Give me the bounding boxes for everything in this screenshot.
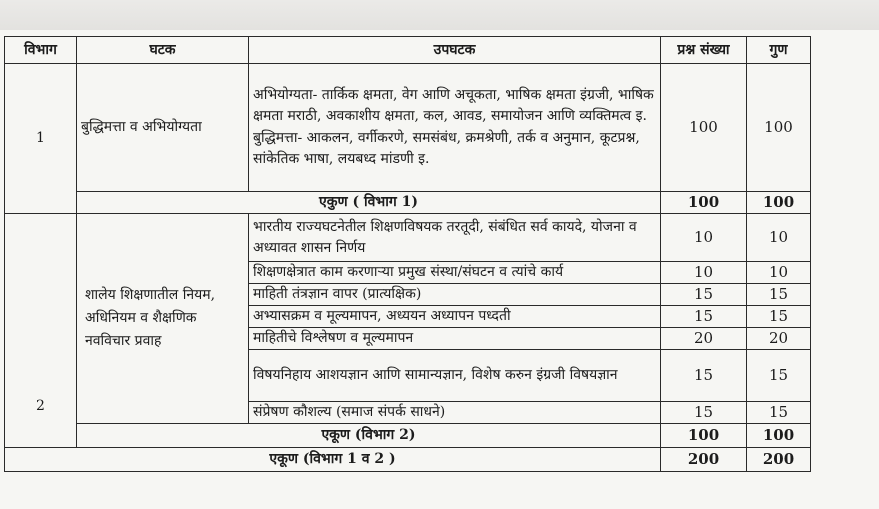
- section-number: 2: [5, 214, 77, 448]
- header-row: [5, 37, 811, 64]
- grand-total-row: [5, 448, 811, 472]
- component-cell: बुद्धिमत्ता व अभियोग्यता: [77, 64, 249, 192]
- questions-cell: 15: [661, 402, 747, 424]
- section-total-marks: 100: [747, 424, 811, 448]
- header-marks: गुण: [747, 37, 811, 64]
- questions-cell: 15: [661, 306, 747, 328]
- section-total-row: [5, 192, 811, 214]
- questions-cell: 20: [661, 328, 747, 350]
- subcomponent-cell: भारतीय राज्यघटनेतील शिक्षणविषयक तरतूदी, संबंधित सर्व कायदे, योजना व अध्यावत शासन निर्णय: [249, 214, 661, 262]
- header-section: विभाग: [5, 37, 77, 64]
- grand-total-questions: 200: [661, 448, 747, 472]
- marks-cell: 20: [747, 328, 811, 350]
- section-total-questions: 100: [661, 192, 747, 214]
- subcomponent-cell: अभियोग्यता- तार्किक क्षमता, वेग आणि अचूकता, भाषिक क्षमता इंग्रजी, भाषिक क्षमता मराठी, अवकाशीय क्षमता, कल, आवड, समायोजन आणि व्यक्तिमत्व इ. बुद्धिमत्ता- आकलन, वर्गीकरणे, समसंबंध, क्रमश्रेणी, तर्क व अनुमान, कूटप्रश्न, सांकेतिक भाषा, लयबध्द मांडणी इ.: [249, 64, 661, 192]
- section-total-label: एकूण (विभाग 2): [77, 424, 661, 448]
- subcomponent-cell: विषयनिहाय आशयज्ञान आणि सामान्यज्ञान, विशेष करुन इंग्रजी विषयज्ञान: [249, 350, 661, 402]
- questions-cell: 15: [661, 284, 747, 306]
- table-row: [5, 214, 811, 262]
- marks-cell: 15: [747, 284, 811, 306]
- grand-total-marks: 200: [747, 448, 811, 472]
- header-subcomponent: उपघटक: [249, 37, 661, 64]
- subcomponent-cell: शिक्षणक्षेत्रात काम करणाऱ्या प्रमुख संस्था/संघटन व त्यांचे कार्य: [249, 262, 661, 284]
- header-component: घटक: [77, 37, 249, 64]
- section-number: 1: [5, 64, 77, 214]
- subcomponent-cell: संप्रेषण कौशल्य (समाज संपर्क साधने): [249, 402, 661, 424]
- marks-cell: 100: [747, 64, 811, 192]
- section-total-marks: 100: [747, 192, 811, 214]
- subcomponent-cell: माहिती तंत्रज्ञान वापर (प्रात्यक्षिक): [249, 284, 661, 306]
- subcomponent-cell: अभ्यासक्रम व मूल्यमापन, अध्ययन अध्यापन पध्दती: [249, 306, 661, 328]
- table-row: [5, 64, 811, 192]
- questions-cell: 10: [661, 214, 747, 262]
- questions-cell: 100: [661, 64, 747, 192]
- marks-cell: 15: [747, 306, 811, 328]
- subcomponent-cell: माहितीचे विश्लेषण व मूल्यमापन: [249, 328, 661, 350]
- marks-cell: 15: [747, 350, 811, 402]
- grand-total-label: एकूण (विभाग 1 व 2 ): [5, 448, 661, 472]
- questions-cell: 15: [661, 350, 747, 402]
- questions-cell: 10: [661, 262, 747, 284]
- header-questions: प्रश्न संख्या: [661, 37, 747, 64]
- section-total-label: एकुण ( विभाग 1): [77, 192, 661, 214]
- marks-cell: 10: [747, 214, 811, 262]
- syllabus-table: [4, 36, 811, 472]
- component-cell: शालेय शिक्षणातील नियम, अधिनियम व शैक्षणिक नवविचार प्रवाह: [77, 214, 249, 424]
- section-total-questions: 100: [661, 424, 747, 448]
- top-bar: [0, 0, 879, 34]
- section-total-row: [5, 424, 811, 448]
- marks-cell: 10: [747, 262, 811, 284]
- marks-cell: 15: [747, 402, 811, 424]
